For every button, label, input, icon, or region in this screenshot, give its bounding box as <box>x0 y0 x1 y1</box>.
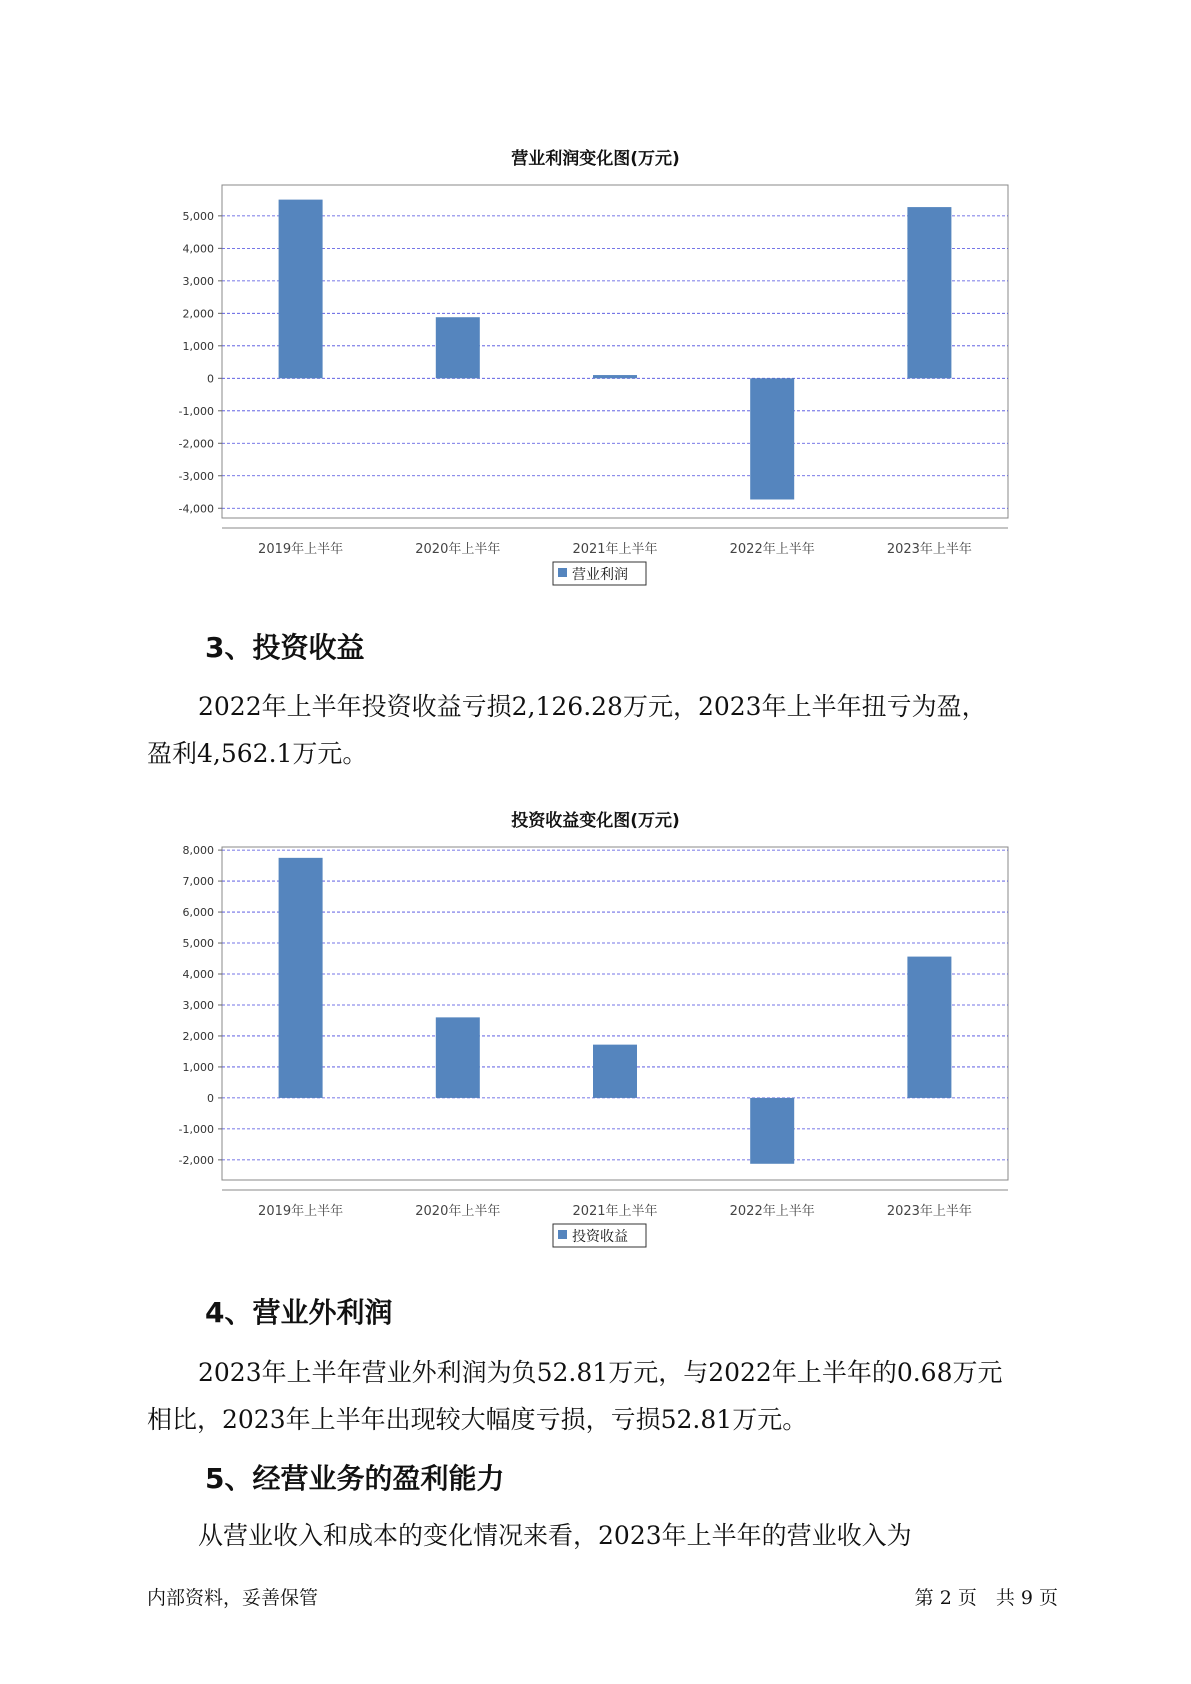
section-4-heading: 4、营业外利润 <box>205 1296 393 1329</box>
investment-x-tick-label: 2023年上半年 <box>886 1204 972 1219</box>
profit-y-tick-label: 0 <box>207 372 214 386</box>
investment-bar-2019 <box>279 858 323 1098</box>
investment-bar-2022 <box>750 1098 794 1164</box>
section-3-line-1: 2022年上半年投资收益亏损2,126.28万元，2023年上半年扭亏为盈， <box>198 692 987 721</box>
profit-chart-title: 营业利润变化图(万元) <box>511 149 680 169</box>
footer-page-number: 第 2 页 共 9 页 <box>914 1587 1058 1609</box>
section-3-line-2: 盈利4,562.1万元。 <box>147 739 368 768</box>
investment-bar-2020 <box>436 1017 480 1098</box>
section-4-line-1: 2023年上半年营业外利润为负52.81万元，与2022年上半年的0.68万元 <box>198 1358 1003 1387</box>
profit-x-tick-label: 2023年上半年 <box>886 542 972 557</box>
section-5-line-1: 从营业收入和成本的变化情况来看，2023年上半年的营业收入为 <box>198 1521 912 1550</box>
section-5-heading: 5、经营业务的盈利能力 <box>205 1462 505 1495</box>
investment-bar-2021 <box>593 1045 637 1098</box>
profit-y-tick-label: 4,000 <box>182 242 214 256</box>
investment-y-tick-label: -1,000 <box>178 1122 214 1136</box>
section-4-line-2: 相比，2023年上半年出现较大幅度亏损，亏损52.81万元。 <box>147 1405 808 1434</box>
footer-confidential-note: 内部资料，妥善保管 <box>147 1587 319 1609</box>
investment-chart-plot-area <box>222 847 1008 1180</box>
profit-legend-label: 营业利润 <box>572 567 628 583</box>
profit-y-tick-label: -4,000 <box>178 502 214 516</box>
investment-bar-2023 <box>907 957 951 1098</box>
profit-x-tick-label: 2020年上半年 <box>415 542 501 557</box>
section-4-paragraph <box>147 1349 1047 1443</box>
investment-y-tick-label: 7,000 <box>182 875 214 889</box>
investment-y-tick-label: 0 <box>207 1091 214 1105</box>
profit-y-tick-label: -3,000 <box>178 469 214 483</box>
section-5-paragraph <box>147 1512 1047 1559</box>
profit-y-tick-label: 2,000 <box>182 307 214 321</box>
profit-y-tick-label: 5,000 <box>182 209 214 223</box>
investment-y-tick-label: 2,000 <box>182 1029 214 1043</box>
investment-y-tick-label: 5,000 <box>182 937 214 951</box>
investment-y-tick-label: 6,000 <box>182 906 214 920</box>
investment-legend-label: 投资收益 <box>572 1229 628 1245</box>
profit-y-tick-label: -2,000 <box>178 437 214 451</box>
investment-y-tick-label: -2,000 <box>178 1153 214 1167</box>
investment-y-tick-label: 1,000 <box>182 1060 214 1074</box>
investment-y-tick-label: 4,000 <box>182 968 214 982</box>
profit-x-tick-label: 2022年上半年 <box>729 542 815 557</box>
section-3-heading: 3、投资收益 <box>205 631 365 664</box>
investment-x-tick-label: 2019年上半年 <box>258 1204 344 1219</box>
investment-y-tick-label: 3,000 <box>182 998 214 1012</box>
investment-y-tick-label: 8,000 <box>182 844 214 858</box>
profit-x-tick-label: 2019年上半年 <box>258 542 344 557</box>
investment-x-tick-label: 2020年上半年 <box>415 1204 501 1219</box>
investment-x-tick-label: 2021年上半年 <box>572 1204 658 1219</box>
profit-y-tick-label: 1,000 <box>182 339 214 353</box>
investment-chart-title: 投资收益变化图(万元) <box>511 811 680 831</box>
investment-x-tick-label: 2022年上半年 <box>729 1204 815 1219</box>
profit-y-tick-label: 3,000 <box>182 274 214 288</box>
profit-x-tick-label: 2021年上半年 <box>572 542 658 557</box>
profit-y-tick-label: -1,000 <box>178 404 214 418</box>
investment-legend-swatch <box>558 1230 567 1239</box>
